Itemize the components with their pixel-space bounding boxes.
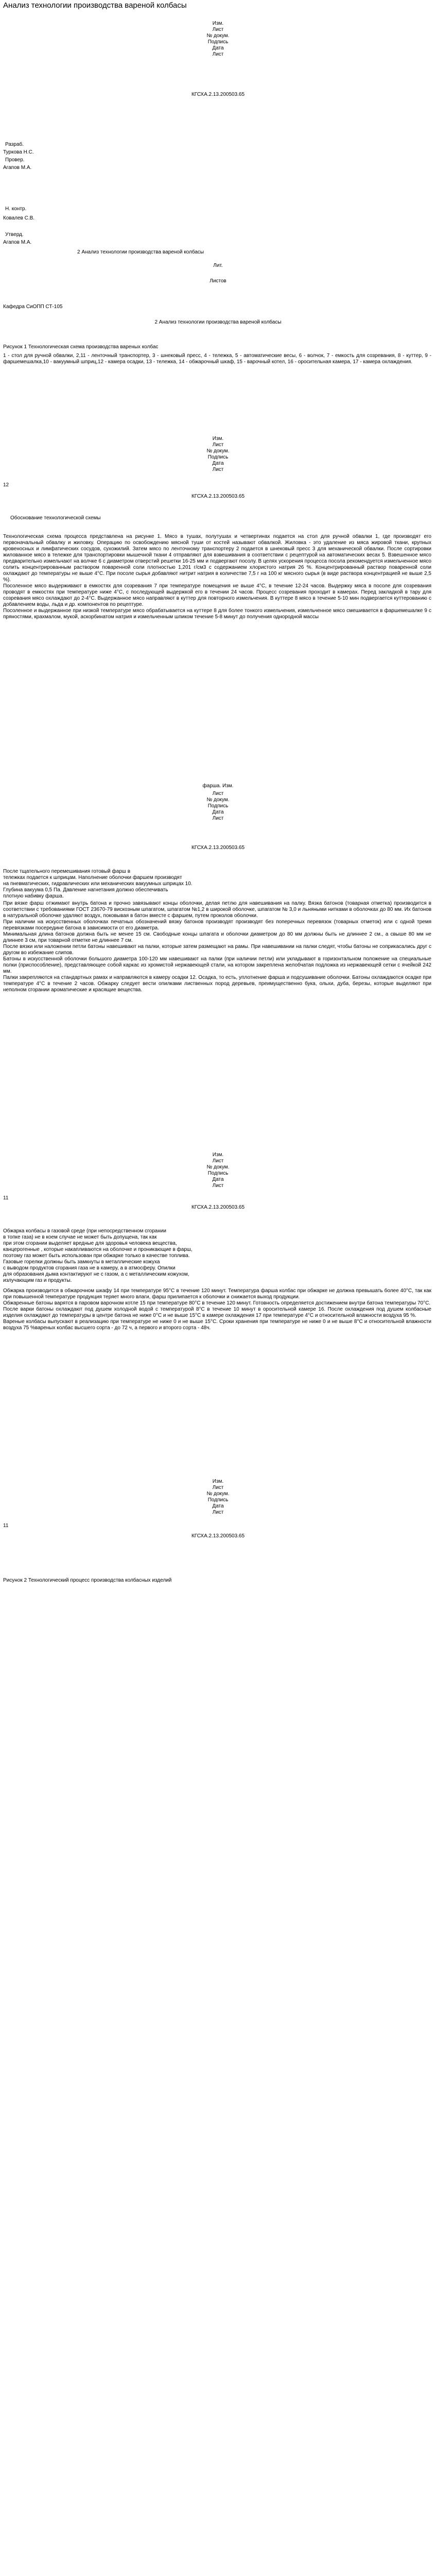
stamp-ndokum: № докум. (206, 1491, 230, 1497)
label-razrab: Разраб. (5, 142, 24, 147)
stamp-list2: Лист (212, 1183, 224, 1189)
figure-1-caption: Рисунок 1 Технологическая схема производства вареных колбас (3, 344, 159, 350)
person-turkova: Туркова Н.С. (3, 149, 34, 155)
paragraph-line: канцерогенные , которые накапливаются на оболочке и проникающие в фарш, (3, 1247, 193, 1252)
document-code: КГСХА.2.13.200503.65 (191, 92, 245, 97)
stamp-ndokum: № докум. (206, 1164, 230, 1170)
stamp-ndokum: № докум. (206, 797, 230, 803)
paragraph-line: Газовые горелки должны быть замкнуты в металлические кожуха (3, 1259, 160, 1265)
paragraph-line: с выводом продуктов сгорания газа не в камеру, а в атмосферу. Опилки (3, 1265, 176, 1271)
paragraph-line: Глубина вакуума 0,5 Па. Давление нагнетания должно обеспечивать (3, 887, 168, 893)
paragraph: Обжаренные батоны варятся в паровом варочном котле 15 при температуре 80°С в течение 120 минут. Готовность определяется достижением внутри батона температуры 70°С. (3, 1300, 431, 1306)
paragraph-line: для образования дыма контактируют не с газом, а с металлическим кожухом, (3, 1272, 189, 1277)
stamp-izm: Изм. (212, 21, 224, 26)
title-block-stamp (0, 21, 436, 58)
sheet-number: 11 (3, 1523, 9, 1529)
text-block-b (3, 869, 431, 900)
stamp-data: Дата (212, 45, 224, 51)
stamp-list2: Лист (212, 1510, 224, 1515)
document-code: КГСХА.2.13.200503.65 (191, 1533, 245, 1539)
section-title-2-repeat: 2 Анализ технологии производства вареной колбасы (154, 319, 282, 325)
paragraph-line: После тщательного перемешивания готовый фарш в (3, 869, 131, 874)
text-block-e (3, 1288, 431, 1331)
stamp-list: Лист (212, 1485, 224, 1490)
stamp-ndokum: № докум. (206, 33, 230, 39)
label-lit: Лит. (213, 263, 223, 268)
paragraph: После вязки или наложении петли батоны навешивают на палки, которые затем размещают на рамы. При навешивании на палки следят, чтобы батоны не соприкасались друг с другом во избежание слипов. (3, 944, 431, 956)
paragraph: Минимальная длина батонов должна быть не менее 15 см. Свободные концы шпагата и оболочки диаметром до 80 мм должны быть не длиннее 2 см., а свыше 80 мм не длиннее 3 см, при товарной отметке не длиннее 7 см. (3, 931, 431, 943)
paragraph-line: при этом сгорании выделяет вредные для здоровья человека вещества, (3, 1241, 177, 1246)
stamp-izm: Изм. (212, 1479, 224, 1484)
paragraph: Обжарка производится в обжарочном шкафу 14 при температуре 95°С в течение 120 минут. Температура фарша колбас при обжарке не должна превышать более 40°С, так как при повышенной температуре продукция теряет много влаги, фарш прилипается к оболочки и снижается выход продукции. (3, 1288, 431, 1300)
stamp-list: Лист (212, 1158, 224, 1164)
stamp-list2: Лист (212, 467, 224, 472)
stamp-list2: Лист (212, 52, 224, 57)
paragraph-line: тележках подается к шприцам. Наполнение оболочки фаршем производят (3, 875, 182, 880)
paragraph-line: в топке газа) не в коем случае не может быть допущена, так как (3, 1234, 157, 1240)
farsh-label: фарша. Изм. (202, 783, 234, 789)
person-kovalev: Ковалев С.В. (3, 215, 35, 221)
paragraph: После варки батоны охлаждают под душем холодной водой с температурой 8°С в течение 10 минут в оросительной камере 16. После охлаждения под душем колбасные изделия охлаждают до температуры в центре батона не ниже 0°С и не выше 15°С в камере охлаждения 17 при температуре 4°С и относительной влажности воздуха 95 %. (3, 1307, 431, 1318)
page-stamp-2 (0, 436, 436, 473)
paragraph-line: поэтому газ может быть использован при обжарке только в качестве топлива. (3, 1253, 190, 1259)
stamp-izm: Изм. (212, 1152, 224, 1158)
paragraph-line: на пневматических, гидравлических или механических вакуумных шприцах 10. (3, 881, 193, 887)
label-prover: Провер. (5, 157, 25, 163)
page-stamp-5 (0, 1479, 436, 1516)
stamp-izm: Изм. (212, 436, 224, 442)
stamp-podpis: Подпись (207, 803, 229, 809)
paragraph: Палки закрепляются на стандартных рамах и направляются в камеру осадки 12. Осадка, то есть, уплотнение фарша и подсушивание оболочки. Батоны охлаждаются осадке при температуре 4°С в течение 2 часов. Обжарку следует вести опилками лиственных пород деревьев, преимущественно бука, ольхи, дуба, березы, которые выделяют при неполном сгорании ароматические и красящие вещества. (3, 975, 431, 993)
stamp-podpis: Подпись (207, 1171, 229, 1176)
stamp-list2: Лист (212, 816, 224, 821)
document-code: КГСХА.2.13.200503.65 (191, 1205, 245, 1210)
figure-1-legend: 1 - стол для ручной обвалки, 2,11 - ленточный транспортер, 3 - шнековый пресс, 4 - тележка, 5 - автоматические весы, 6 - волчок, 7 - емкость для созревания, 8 - куттер, 9 - фаршемешалка,10 - вакуумный шприц,12 - камера осадки, 13 - тележка, 14 - обжарочный шкаф, 15 - варочный котел, 16 - оросительная камера, 17 - камера охлаждения. (3, 353, 431, 365)
stamp-list: Лист (212, 442, 224, 448)
stamp-podpis: Подпись (207, 1497, 229, 1503)
stamp-podpis: Подпись (207, 454, 229, 460)
figure-2-caption: Рисунок 2 Технологический процесс производства колбасных изделий (3, 1578, 172, 1583)
document-code: КГСХА.2.13.200503.65 (191, 494, 245, 499)
stamp-data: Дата (212, 1177, 224, 1182)
paragraph-line: излучающим газ и продукты. (3, 1278, 72, 1283)
sheet-number: 12 (3, 482, 9, 488)
section-title-tech: Обоснование технологической схемы (10, 515, 101, 521)
label-listov: Листов (210, 278, 226, 284)
stamp-data: Дата (212, 809, 224, 815)
text-block-d (3, 1228, 431, 1284)
page-stamp-3 (0, 791, 436, 822)
stamp-data: Дата (212, 461, 224, 466)
stamp-ndokum: № докум. (206, 448, 230, 454)
label-n-kontr: Н. контр. (5, 206, 27, 212)
paragraph: При наличии на искусственных оболочках печатных обозначений вязку батонов производят производят без поперечных перевязок (товарных отметок) или с одной тремя перевязками посередине батона в зависимости от его диаметра. (3, 919, 431, 931)
stamp-podpis: Подпись (207, 39, 229, 45)
person-agapov-1: Агапов М.А. (3, 165, 32, 171)
document-title: Анализ технологии производства вареной колбасы (3, 1, 187, 10)
stamp-data: Дата (212, 1503, 224, 1509)
paragraph: Вареные колбасы выпускают в реализацию при температуре не ниже 0 и не выше 15°С. Сроки хранения при температуре не ниже 0 и не выше 8°С и относительной влажности воздуха 75 %вареных колбас высшего сорта - до 72 ч, а первого и второго сорта - 48ч. (3, 1319, 431, 1331)
paragraph-line: Обжарка колбасы в газовой среде (при непосредственном сгорании (3, 1228, 166, 1234)
paragraph: При вязке фарш отжимают внутрь батона и прочно завязывают концы оболочки, делая петлю для навешивания на палку. Вязка батонов (товарная отметка) производится в соответствии с требованиями ГОСТ 23670-79 вискозным шпагатом, шпагатом №1,2 в широкой оболочке, шпагатом № 3,0 и льняными нитками в оболочках до 80 мм. Их батонов в натуральной оболочке удаляют воздух, поковывая в батон вместе с фаршем, путем проколов оболочки. (3, 901, 431, 919)
person-agapov-2: Агапов М.А. (3, 240, 32, 245)
stamp-list: Лист (212, 791, 224, 796)
text-block-c (3, 901, 431, 993)
paragraph-line: плотную набивку фарша. (3, 893, 64, 899)
paragraph: Батоны в искусственной оболочки большого диаметра 100-120 мм навешивают на палки (при наличии петли) или укладывают в горизонтальном положение на специальные полки (приспособление), представляющее собой каркас из хромистой нержавеющей стали, на котором закреплена желобчатая подложка из нержавеющей сетки с ячейкой 242 мм. (3, 956, 431, 974)
paragraph: Посоленное и выдержанное при низкой температуре мясо обрабатывается на куттере 8 для более тонкого измельчения, измельченное мясо смешивается в фаршемешалке 9 с пряностями, крахмалом, мукой, аскорбинатом натрия и измельченным шпиком течение 5-8 минут до получения однородной массы (3, 608, 431, 620)
paragraph: Посоленное мясо выдерживают в емкостях для созревания 7 при температуре помещения не выше 4°С, в течение 12-24 часов. Выдержку мяса в посоле для созревания проводят в емкостях при температуре ниже 4°С, с последующей выдержкой его в течении 24 часов. Процесс созревания проходит в камерах. Перед закладкой в тару для созревания мясо охлаждают до 2-4°С. Выдержанное мясо направляют в куттер для повторного измельчения. В куттере 8 мясо в течение 5-10 мин подвергается куттерованию с добавлением воды, льда и др. компонентов по рецептуре. (3, 583, 431, 607)
section-title-2: 2 Анализ технологии производства вареной колбасы (77, 249, 204, 255)
page-stamp-4 (0, 1152, 436, 1189)
stamp-list: Лист (212, 27, 224, 32)
paragraph: Технологическая схема процесса представлена на рисунке 1. Мясо в тушах, полутушах и четвертинах подается на стол для ручной обвалки 1, где производят его первоначальный обвалку и жиловку. Операцию по освобождению мясной туши от костей называют обвалкой. Жиловка - это удаление из мяса жировой ткани, крупных кровеносных и лимфатических сосудов, сухожилий. Затем мясо по ленточному транспортеру 2 подается в шнековый пресс 3 для механической обвалки. После сортировки жилованное мясо в тележке для транспортировки мышечной ткани 4 отправляют для взвешивания в соответствии с рецептурой на автоматических весах 5. Взвешенное мясо предварительно измельчают на волчке 6 с диаметром отверстий решетки 16-25 мм и подвергают посолу. В целях ускорения процесса посола рекомендуется измельченное мясо солить концентрированным раствором поваренной соли плотностью 1,201 г/см3 с содержанием хлористого натрия 26 %. Концентрированный раствор поваренной соли охлаждают до температуры не выше 4°С. При посоле сырья добавляют нитрит натрия в количестве 7,5 г на 100 кг мясного сырья (в виде раствора концентрацией не выше 2,5 %). (3, 534, 431, 583)
document-code: КГСХА.2.13.200503.65 (191, 845, 245, 851)
label-utverd: Утверд. (5, 232, 24, 238)
text-block-a (3, 534, 431, 620)
department-label: Кафедра СиОПП СТ-105 (3, 304, 63, 310)
sheet-number: 11 (3, 1195, 9, 1201)
